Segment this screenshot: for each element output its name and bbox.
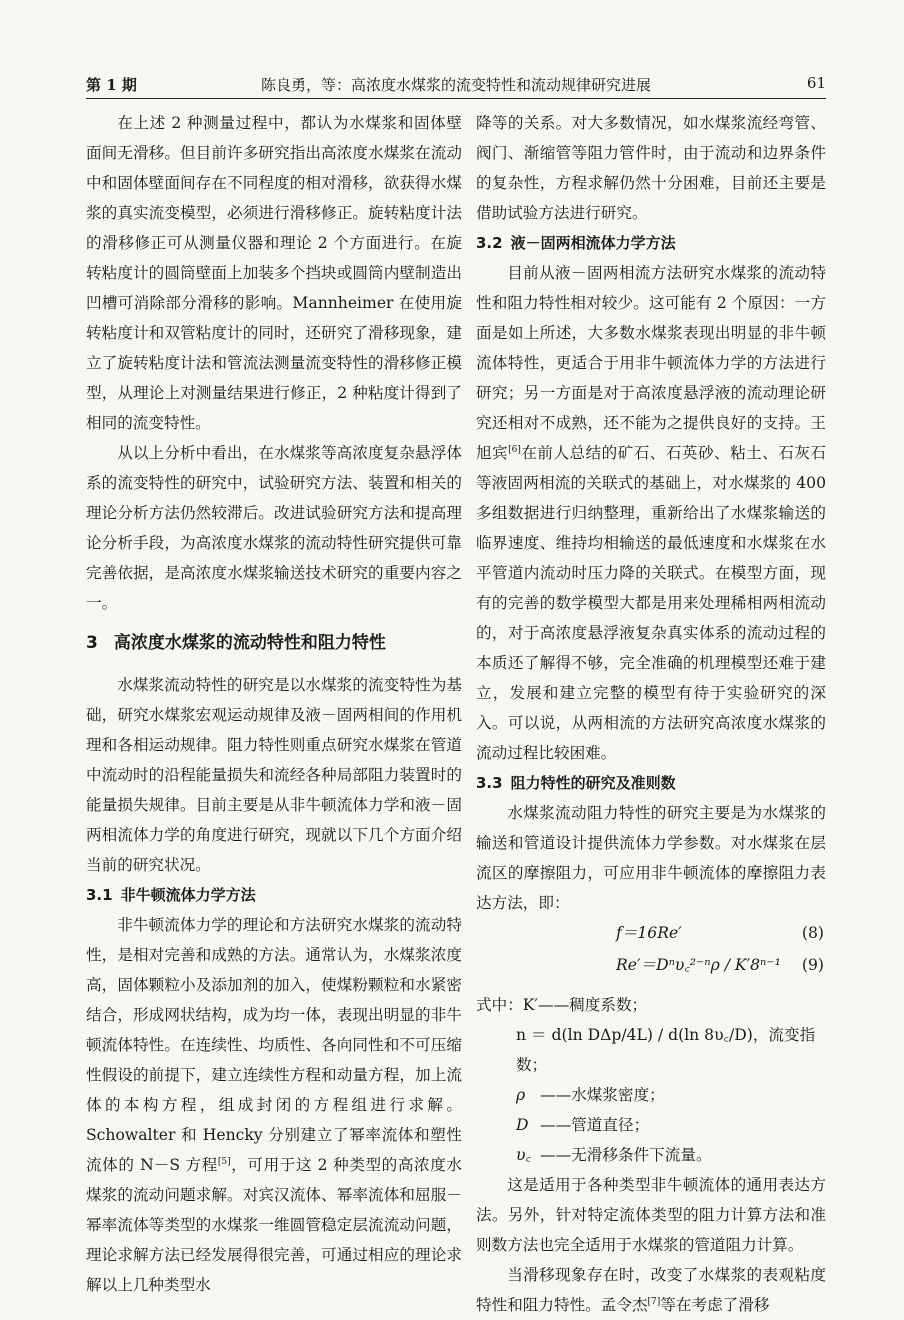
variable-definition: υ꜀ ——无滑移条件下流量。 (516, 1146, 712, 1164)
variable-definition: D ——管道直径； (516, 1116, 650, 1134)
subsection-title: 非牛顿流体力学方法 (120, 886, 256, 904)
variable-definition: 式中：K′——稠度系数； (476, 996, 648, 1014)
paragraph: 降等的关系。对大多数情况，如水煤浆流经弯管、阀门、渐缩管等阻力管件时，由于流动和边界条件的复杂性，方程求解仍然十分困难，目前还主要是借助试验方法进行研究。 (476, 114, 826, 222)
subsection-title: 阻力特性的研究及准则数 (510, 774, 676, 792)
section-number: 3 (86, 633, 98, 653)
page-number: 61 (806, 74, 826, 92)
paragraph: 当滑移现象存在时，改变了水煤浆的表观粘度特性和阻力特性。孟令杰[7]等在考虑了滑移 (476, 1266, 826, 1314)
paragraph: 在上述 2 种测量过程中，都认为水煤浆和固体壁面间无滑移。但目前许多研究指出高浓度水煤浆在流动中和固体壁面间存在不同程度的相对滑移，欲获得水煤浆的真实流变模型，必须进行滑移修正。旋转粘度计法的滑移修正可从测量仪器和理论 2 个方面进行。在旋转粘度计的圆筒壁面上加装多个挡块或圆筒内壁制造出凹槽可消除部分滑移的影响。Mannheimer 在使用旋转粘度计和双管粘度计的同时，还研究了滑移现象，建立了旋转粘度计法和管流法测量流变特性的滑移修正模型，从理论上对测量结果进行修正，2 种粘度计得到了相同的流变特性。 (86, 114, 462, 432)
running-header (86, 68, 826, 99)
variable-definition: n ＝ d(ln DΔp/4L) / d(ln 8υ꜀/D)，流变指数； (516, 1026, 816, 1074)
paragraph: 目前从液－固两相流方法研究水煤浆的流动特性和阻力特性相对较少。这可能有 2 个原因：一方面是如上所述，大多数水煤浆表现出明显的非牛顿流体特性，更适合于用非牛顿流体力学的方法进行研究；另一方面是对于高浓度悬浮液的流动理论研究还相对不成熟，还不能为之提供良好的支持。王旭宾[6]在前人总结的矿石、石英砂、粘土、石灰石等液固两相流的关联式的基础上，对水煤浆的 400 多组数据进行归纳整理，重新给出了水煤浆输送的临界速度、维持均相输送的最低速度和水煤浆在水平管道内流动时压力降的关联式。在模型方面，现有的完善的数学模型大都是用来处理稀相两相流动的，对于高浓度悬浮液复杂真实体系的流动过程的本质还了解得不够，完全准确的机理模型还难于建立，发展和建立完整的模型有待于实验研究的深入。可以说，从两相流的方法研究高浓度水煤浆的流动过程比较困难。 (476, 264, 826, 762)
variable-definition: ρ ——水煤浆密度； (516, 1086, 665, 1104)
subsection-heading (86, 880, 462, 910)
paragraph: 水煤浆流动特性的研究是以水煤浆的流变特性为基础，研究水煤浆宏观运动规律及液－固两相间的作用机理和各相运动规律。阻力特性则重点研究水煤浆在管道中流动时的沿程能量损失和流经各种局部阻力装置时的能量损失规律。目前主要是从非牛顿流体力学和液－固两相流体力学的角度进行研究，现就以下几个方面介绍当前的研究状况。 (86, 676, 462, 874)
equation-8 (476, 918, 826, 950)
equation-number: (9) (801, 956, 824, 974)
subsection-heading (476, 228, 826, 258)
paragraph: 水煤浆流动阻力特性的研究主要是为水煤浆的输送和管道设计提供流体力学参数。对水煤浆在层流区的摩擦阻力，可应用非牛顿流体的摩擦阻力表达方法，即： (476, 804, 826, 912)
paragraph: 从以上分析中看出，在水煤浆等高浓度复杂悬浮体系的流变特性的研究中，试验研究方法、装置和相关的理论分析方法仍然较滞后。改进试验研究方法和提高理论分析手段，为高浓度水煤浆的流动特性研究提供可靠完善依据，是高浓度水煤浆输送技术研究的重要内容之一。 (86, 444, 462, 612)
issue-label: 第 1 期 (86, 76, 137, 94)
citation: [7] (647, 1296, 661, 1307)
subsection-number: 3.1 (86, 886, 113, 904)
subsection-number: 3.3 (476, 774, 503, 792)
section-heading (86, 628, 462, 658)
citation: [6] (508, 444, 521, 455)
section-title: 高浓度水煤浆的流动特性和阻力特性 (113, 633, 386, 653)
left-column (86, 108, 462, 1300)
equation-9 (476, 950, 826, 990)
equation-expression: Re′＝Dⁿυ꜀²⁻ⁿρ / K′8ⁿ⁻¹ (616, 956, 781, 974)
subsection-title: 液－固两相流体力学方法 (510, 234, 676, 252)
subsection-heading (476, 768, 826, 798)
equation-number: (8) (801, 924, 824, 942)
paragraph: 非牛顿流体力学的理论和方法研究水煤浆的流动特性，是相对完善和成熟的方法。通常认为，水煤浆浓度高，固体颗粒小及添加剂的加入，使煤粉颗粒和水紧密结合，形成网状结构，成为均一体，表现出明显的非牛顿流体特性。在连续性、均质性、各向同性和不可压缩性假设的前提下，建立连续性方程和动量方程，加上流体的本构方程，组成封闭的方程组进行求解。Schowalter 和 Hencky 分别建立了幂率流体和塑性流体的 N－S 方程[5]，可用于这 2 种类型的高浓度水煤浆的流动问题求解。对宾汉流体、幂率流体和屈服－幂率流体等类型的水煤浆一维圆管稳定层流流动问题，理论求解方法已经发展得很完善，可通过相应的理论求解以上几种类型水 (86, 916, 462, 1294)
paragraph: 这是适用于各种类型非牛顿流体的通用表达方法。另外，针对特定流体类型的阻力计算方法和准则数方法也完全适用于水煤浆的管道阻力计算。 (476, 1176, 826, 1254)
subsection-number: 3.2 (476, 234, 503, 252)
citation: [5] (217, 1156, 231, 1167)
running-title: 陈良勇，等：高浓度水煤浆的流变特性和流动规律研究进展 (260, 76, 651, 94)
right-column (476, 108, 826, 1320)
equation-expression: f＝16Re′ (616, 924, 682, 942)
